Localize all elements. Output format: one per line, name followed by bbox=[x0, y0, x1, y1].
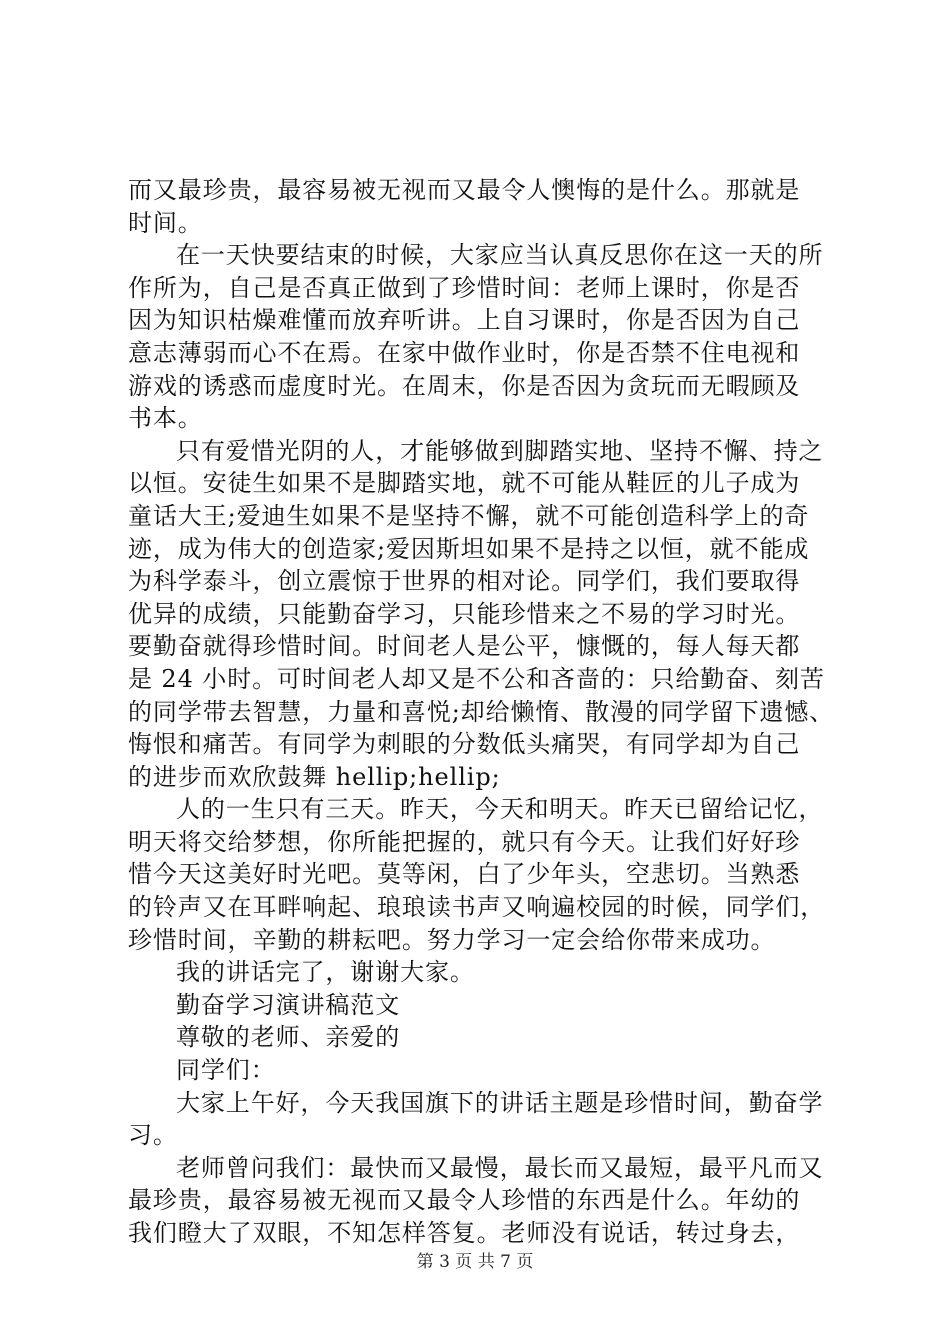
text-line: 的进步而欢欣鼓舞 hellip;hellip; bbox=[128, 762, 501, 791]
page-number-label: 第 3 页 共 7 页 bbox=[416, 1252, 534, 1272]
text-line: 作所为，自己是否真正做到了珍惜时间：老师上课时，你是否 bbox=[128, 273, 801, 302]
text-line: 是 24 小时。可时间老人却又是不公和吝啬的：只给勤奋、刻苦 bbox=[128, 664, 825, 693]
text-line: 时间。 bbox=[128, 208, 203, 237]
document-body bbox=[128, 174, 840, 1250]
text-line: 尊敬的老师、亲爱的 bbox=[176, 1023, 401, 1052]
text-line: 我的讲话完了，谢谢大家。 bbox=[176, 958, 475, 987]
text-line: 要勤奋就得珍惜时间。时间老人是公平，慷慨的，每人每天都 bbox=[128, 632, 801, 661]
text-line: 游戏的诱惑而虚度时光。在周末，你是否因为贪玩而无暇顾及 bbox=[128, 371, 801, 400]
text-line: 书本。 bbox=[128, 404, 203, 433]
text-line: 老师曾问我们：最快而又最慢，最长而又最短，最平凡而又 bbox=[176, 1153, 824, 1182]
text-line: 而又最珍贵，最容易被无视而又最令人懊悔的是什么。那就是 bbox=[128, 176, 801, 204]
text-line: 最珍贵，最容易被无视而又最令人珍惜的东西是什么。年幼的 bbox=[128, 1186, 801, 1215]
text-line: 我们瞪大了双眼，不知怎样答复。老师没有说话，转过身去， bbox=[128, 1219, 801, 1247]
text-line: 习。 bbox=[128, 1121, 178, 1150]
text-line: 以恒。安徒生如果不是脚踏实地，就不可能从鞋匠的儿子成为 bbox=[128, 469, 801, 498]
text-line: 明天将交给梦想，你所能把握的，就只有今天。让我们好好珍 bbox=[128, 827, 801, 856]
text-line: 在一天快要结束的时候，大家应当认真反思你在这一天的所 bbox=[176, 241, 824, 270]
text-line: 的同学带去智慧，力量和喜悦;却给懒惰、散漫的同学留下遗憾、 bbox=[128, 697, 835, 726]
text-line: 童话大王;爱迪生如果不是坚持不懈，就不可能创造科学上的奇 bbox=[128, 501, 810, 530]
text-line: 珍惜时间，辛勤的耕耘吧。努力学习一定会给你带来成功。 bbox=[128, 925, 776, 954]
text-line: 大家上午好，今天我国旗下的讲话主题是珍惜时间，勤奋学 bbox=[176, 1088, 824, 1117]
text-line: 勤奋学习演讲稿范文 bbox=[176, 990, 401, 1019]
text-line: 优异的成绩，只能勤奋学习，只能珍惜来之不易的学习时光。 bbox=[128, 599, 801, 628]
text-line: 同学们： bbox=[176, 1056, 276, 1085]
page-footer bbox=[0, 1247, 950, 1272]
text-line: 因为知识枯燥难懂而放弃听讲。上自习课时，你是否因为自己 bbox=[128, 306, 801, 335]
text-line: 的铃声又在耳畔响起、琅琅读书声又响遍校园的时候，同学们， bbox=[128, 893, 826, 922]
text-line: 人的一生只有三天。昨天，今天和明天。昨天已留给记忆， bbox=[176, 795, 824, 824]
text-line: 只有爱惜光阴的人，才能够做到脚踏实地、坚持不懈、持之 bbox=[176, 436, 824, 465]
text-line: 迹，成为伟大的创造家;爱因斯坦如果不是持之以恒，就不能成 bbox=[128, 534, 810, 563]
text-line: 惜今天这美好时光吧。莫等闲，白了少年头，空悲切。当熟悉 bbox=[128, 860, 801, 889]
text-line: 意志薄弱而心不在焉。在家中做作业时，你是否禁不住电视和 bbox=[128, 338, 801, 367]
text-line: 悔恨和痛苦。有同学为刺眼的分数低头痛哭，有同学却为自己 bbox=[128, 730, 801, 759]
text-line: 为科学泰斗，创立震惊于世界的相对论。同学们，我们要取得 bbox=[128, 567, 801, 596]
